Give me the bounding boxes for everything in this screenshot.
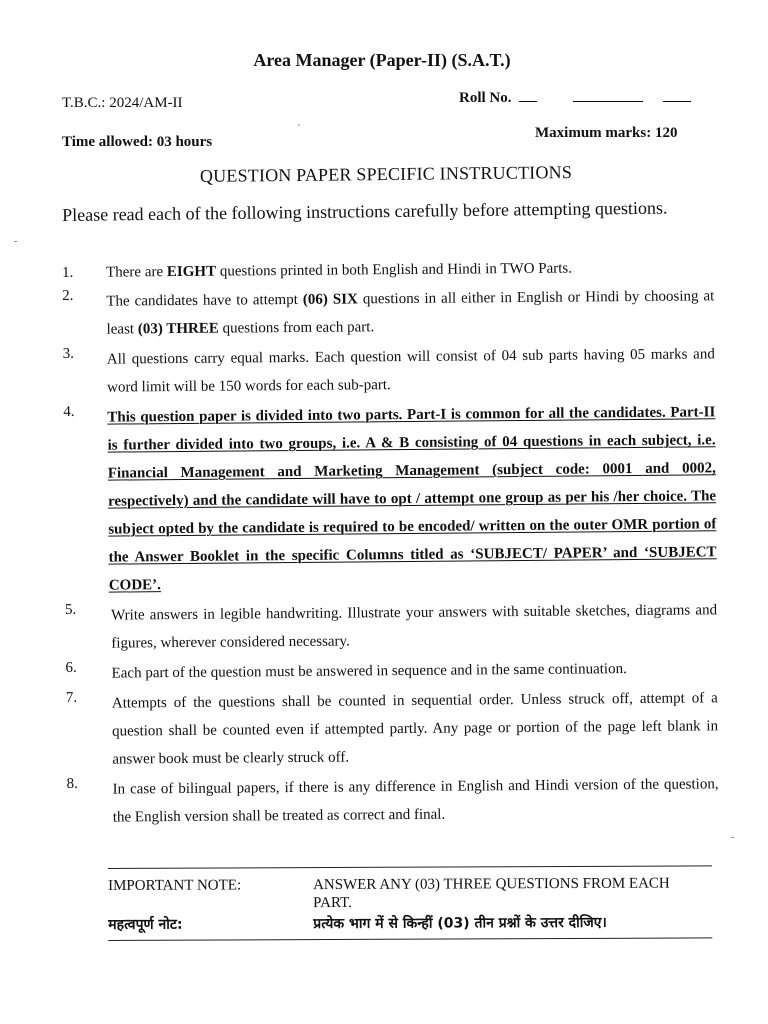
instruction-number: 4. [63, 403, 75, 420]
maximum-marks: Maximum marks: 120 [535, 125, 678, 141]
instruction-text: All questions carry equal marks. Each question will consist of 04 sub parts having 05 marks and word limit will be 150 words for each sub-part. [106, 346, 715, 396]
instructions-list [62, 259, 719, 832]
instruction-6 [65, 654, 717, 688]
note-label-hindi: महत्वपूर्ण नोट: [108, 916, 183, 933]
important-note-box [108, 865, 712, 941]
tbc-code: T.B.C.: 2024/AM-II [62, 95, 183, 111]
roll-blank-3 [663, 89, 691, 102]
note-text-english: ANSWER ANY (03) THREE QUESTIONS FROM EACH PART. [313, 875, 670, 912]
roll-number-label: Roll No. [459, 90, 512, 106]
instruction-text: Attempts of the questions shall be counted in sequential order. Unless struck off, attempt of a question shall be counted even if attempted partly. Any page or portion of the page left blank in answer book must be clearly struck off. [111, 690, 719, 768]
intro-text: Please read each of the following instructions carefully before attempting questions. [62, 197, 668, 225]
time-allowed: Time allowed: 03 hours [62, 134, 213, 150]
note-row-hindi [108, 913, 712, 934]
scan-speck: - [14, 236, 18, 247]
instruction-text: The candidates have to attempt (06) SIX questions in all either in English or Hindi by choosing at least (03) THREE questions from each part. [106, 288, 715, 338]
roll-blank-1 [519, 89, 537, 102]
note-text-hindi: प्रत्येक भाग में से किन्हीं (03) तीन प्रश्नों के उत्तर दीजिए। [313, 914, 607, 933]
roll-blank-2 [573, 89, 643, 102]
instruction-text: There are EIGHT questions printed in both English and Hindi in TWO Parts. [105, 260, 573, 281]
instruction-number: 6. [65, 659, 77, 676]
note-row-english [108, 874, 712, 913]
instructions-heading: QUESTION PAPER SPECIFIC INSTRUCTIONS [199, 162, 573, 186]
instruction-number: 3. [62, 345, 75, 362]
instruction-5 [65, 596, 717, 658]
instruction-8 [66, 770, 718, 832]
note-label-english: IMPORTANT NOTE: [108, 877, 242, 894]
instruction-text: This question paper is divided into two parts. Part-I is common for all the candidates. Part-II is further divided into two groups, i.e. A & B consisting of 04 questions in each subject, i.e. Financial Management and Marketing Management (subject code: 0001 and 0002, respectively) and the candidate will have to opt / attempt one group as per his /her choice. The subject opted by the candidate is required to be encoded/ written on the outer OMR portion of the Answer Booklet in the specific Columns titled as ‘SUBJECT/ PAPER’ and ‘SUBJECT CODE’. [107, 404, 717, 594]
instruction-number: 5. [64, 601, 77, 618]
instruction-text: In case of bilingual papers, if there is any difference in English and Hindi version of the question, the English version shall be treated as correct and final. [112, 776, 719, 826]
instruction-text: Write answers in legible handwriting. Illustrate your answers with suitable sketches, diagrams and figures, wherever considered necessary. [110, 602, 718, 652]
instruction-number: 2. [62, 287, 74, 304]
instruction-1 [62, 259, 714, 282]
scan-speck: ' [298, 123, 300, 134]
instruction-2 [62, 282, 714, 344]
paper-title: Area Manager (Paper-II) (S.A.T.) [253, 50, 511, 70]
instruction-4 [63, 398, 717, 600]
roll-number-field[interactable] [459, 89, 691, 107]
instruction-text: Each part of the question must be answered in sequence and in the same continuation. [111, 661, 627, 682]
scan-speck: - [731, 832, 735, 843]
instruction-3 [63, 340, 715, 402]
instruction-number: 7. [65, 689, 78, 706]
instruction-number: 8. [66, 775, 78, 792]
instruction-7 [66, 684, 719, 774]
instruction-number: 1. [62, 264, 74, 281]
